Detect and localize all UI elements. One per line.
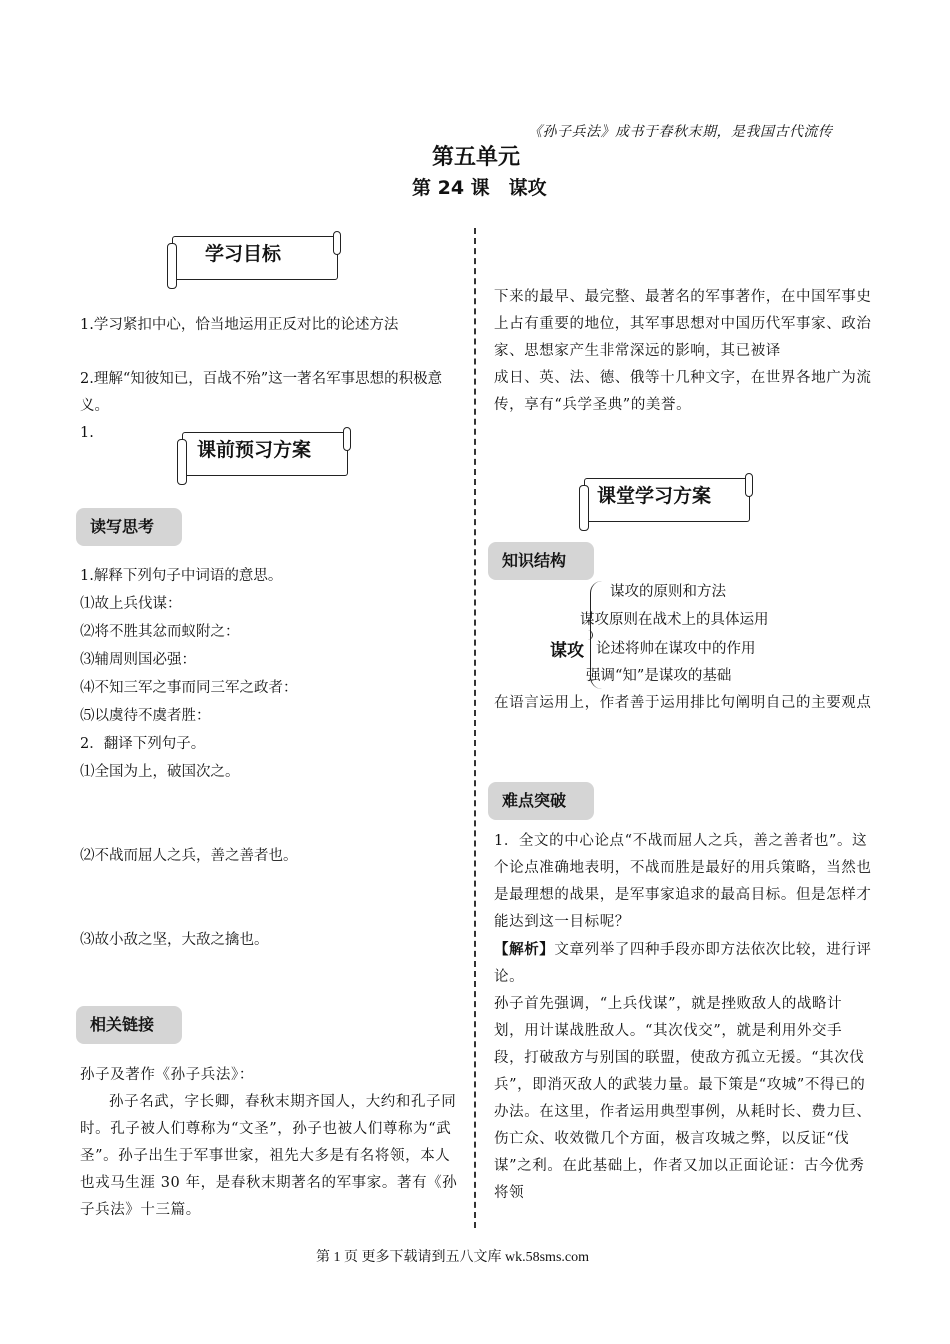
q2-item: ⑵不战而屈人之兵，善之善者也。 [80,848,298,864]
read-write-block [80,562,460,954]
difficulty-block [494,828,872,1207]
class-plan-banner [584,478,750,522]
q1-item: ⑴故上兵伐谋： [80,596,182,612]
goals-banner [172,236,338,280]
q2-heading: 2．翻译下列句子。 [80,736,206,752]
goal-item-3: 1. [80,425,94,441]
preview-banner [182,432,348,476]
q2-item: ⑶故小敌之坚，大敌之擒也。 [80,932,269,948]
column-divider [474,228,476,1228]
intro-p2: 成日、英、法、德、俄等十几种文字，在世界各地广为流传，享有“兵学圣典”的美誉。 [494,370,872,413]
knowledge-item: 谋攻的原则和方法 [610,584,726,600]
analysis-intro: 文章列举了四种手段亦即方法依次比较，进行评论。 [494,942,872,985]
intro-p1: 下来的最早、最完整、最著名的军事著作，在中国军事史上占有重要的地位，其军事思想对中国历代军事家、政治家、思想家产生非常深远的影响，其已被译 [494,289,872,359]
q1-item: ⑶辅周则国必强： [80,652,196,668]
related-block [80,1062,460,1224]
preview-title: 课前预习方案 [197,439,312,461]
q1-item: ⑵将不胜其忿而蚁附之： [80,624,240,640]
class-plan-title: 课堂学习方案 [597,485,712,507]
goal-item-2: 2.理解“知彼知已，百战不殆”这一著名军事思想的积极意义。 [80,371,443,414]
q2-item: ⑴全国为上，破国次之。 [80,764,240,780]
q1-item: ⑸以虞待不虞者胜： [80,708,211,724]
analysis-body: 孙子首先强调，“上兵伐谋”，就是挫败敌人的战略计划，用计谋战胜敌人。“其次伐交”，就是利用外交手段，打破敌方与别国的联盟，使敌方孤立无援。“其次伐兵”，即消灭敌人的武装力量。最下策是“攻城”不得已的办法。在这里，作者运用典型事例，从耗时长、费力巨、伤亡众、收效微几个方面，极言攻城之弊，以反证“伐谋”之利。在此基础上，作者又加以正面论证：古今优秀将领 [494,996,872,1201]
related-tag: 相关链接 [76,1006,182,1044]
difficulty-tag: 难点突破 [488,782,594,820]
lesson-title: 第 24 课 谋攻 [412,177,547,199]
knowledge-item: 论述将帅在谋攻中的作用 [596,641,756,657]
related-body: 孙子名武，字长卿，春秋末期齐国人，大约和孔子同时。孔子被人们尊称为“文圣”，孙子也被人们尊称为“武圣”。孙子出生于军事世家，祖先大多是有名将领，本人也戎马生涯 30 年，是春秋末期著名的军事家。著有《孙子兵法》十三篇。 [80,1094,458,1218]
goal-item-1: 1.学习紧扣中心，恰当地运用正反对比的论述方法 [80,317,399,333]
knowledge-tag: 知识结构 [488,542,594,580]
knowledge-item: 谋攻原则在战术上的具体运用 [580,612,769,628]
top-note: 《孙子兵法》成书于春秋末期，是我国古代流传 [528,124,833,140]
knowledge-item: 强调“知”是谋攻的基础 [586,668,732,684]
q1-heading: 1.解释下列句子中词语的意思。 [80,568,283,584]
related-heading: 孙子及著作《孙子兵法》： [80,1067,254,1083]
q1-item: ⑷不知三军之事而同三军之政者： [80,680,298,696]
goals-list [80,312,460,447]
knowledge-note: 在语言运用上，作者善于运用排比句阐明自己的主要观点 [494,695,872,711]
right-intro [494,284,872,419]
analysis-label: 【解析】 [494,941,555,958]
knowledge-center: 谋攻 [550,641,584,661]
difficulty-question: 1．全文的中心论点“不战而屈人之兵，善之善者也”。这个论点准确地表明，不战而胜是最好的用兵策略，当然也是最理想的战果，是军事家追求的最高目标。但是怎样才能达到这一目标呢？ [494,833,872,930]
page-footer: 第 1 页 更多下载请到五八文库 wk.58sms.com [316,1250,589,1265]
goals-title: 学习目标 [205,243,282,265]
read-write-tag: 读写思考 [76,508,182,546]
unit-title: 第五单元 [432,145,521,170]
